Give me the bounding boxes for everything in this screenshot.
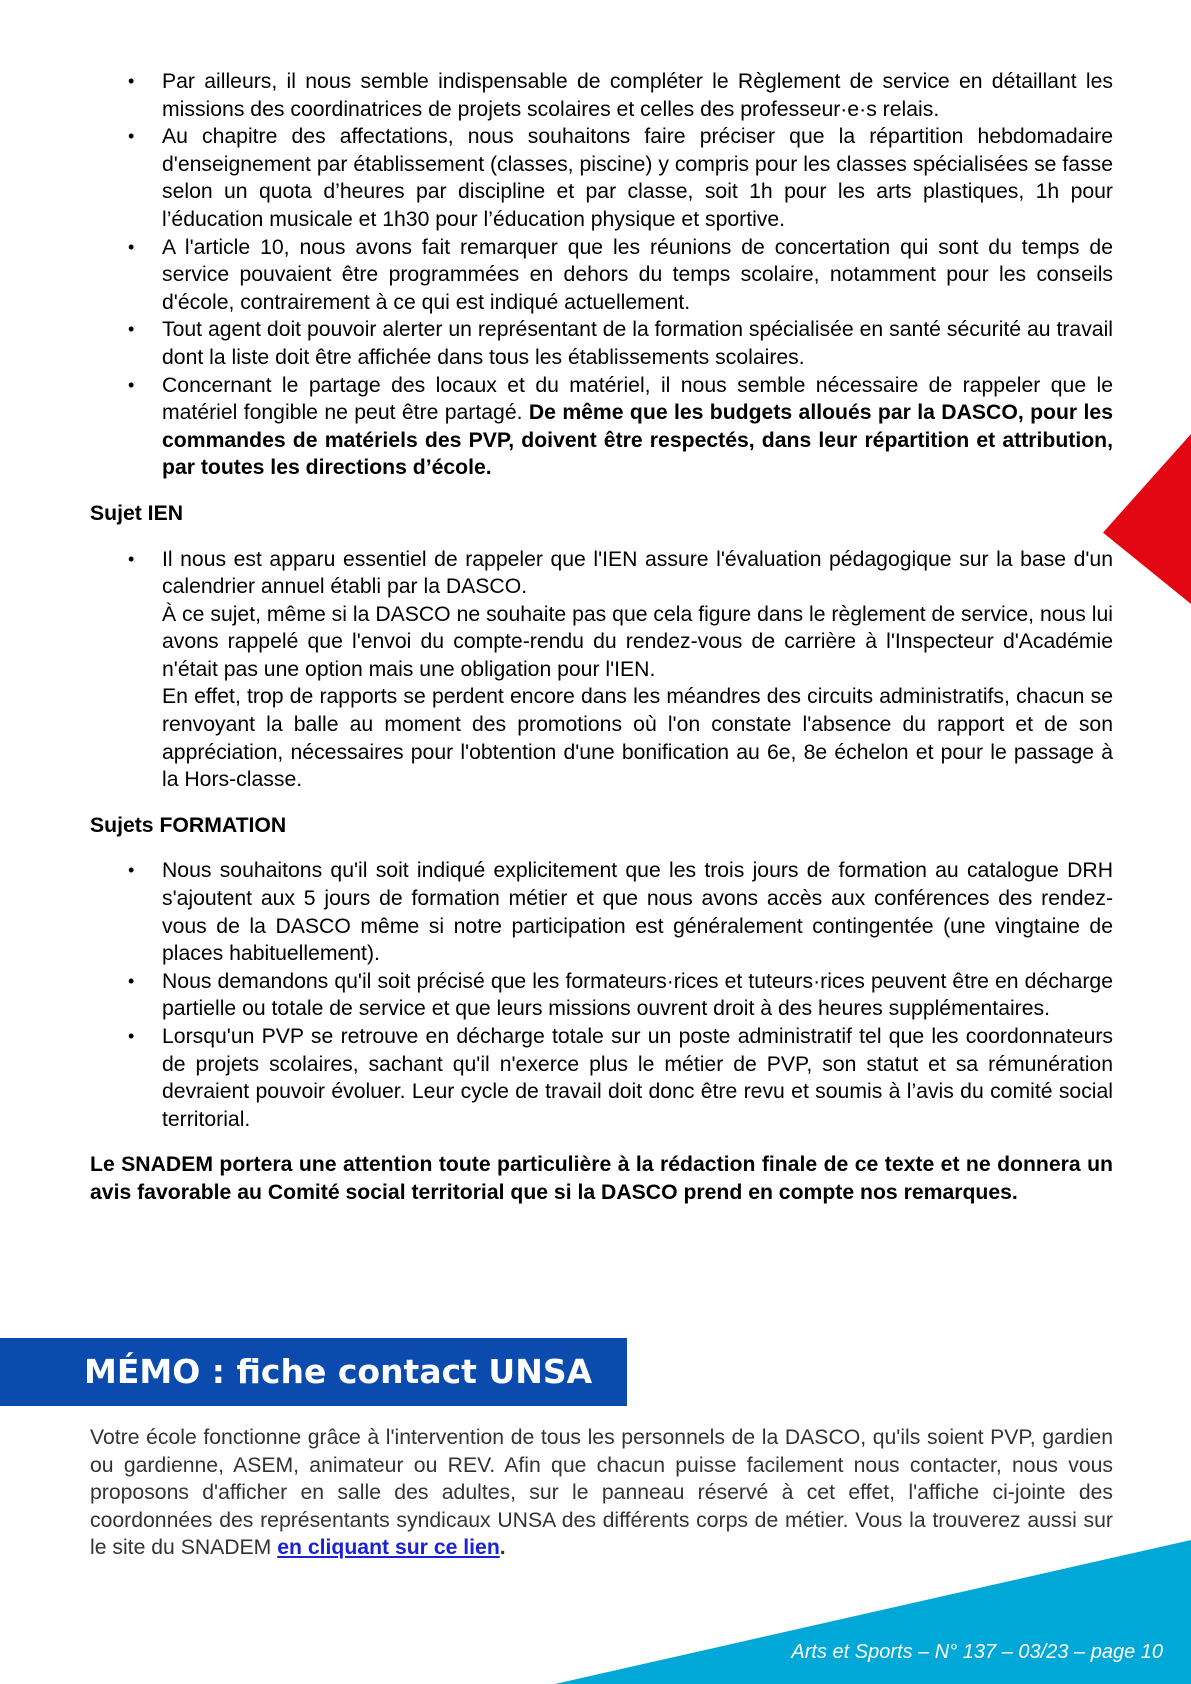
paragraph: À ce sujet, même si la DASCO ne souhaite pas que cela figure dans le règlement de service, nous lui avons rappelé que l'envoi du compte-rendu du rendez-vous de carrière à l'Inspecteur d'Académie n'était pas une option mais une obligation pour l'IEN.: [162, 602, 1113, 681]
bullet-text: A l'article 10, nous avons fait remarquer que les réunions de concertation qui sont du temps de service pouvaient être programmées en dehors du temps scolaire, notamment pour les conseils d'école, contrairement à ce qui est indiqué actuellement.: [162, 235, 1113, 314]
list-item: [162, 316, 1113, 371]
top-bullet-list: [90, 68, 1113, 482]
memo-period: .: [499, 1536, 506, 1560]
list-item: [162, 234, 1113, 317]
memo-paragraph: [90, 1424, 1113, 1562]
footer-page-info: Arts et Sports – N° 137 – 03/23 – page 10: [791, 1641, 1163, 1663]
bullet-text: Nous souhaitons qu'il soit indiqué explicitement que les trois jours de formation au catalogue DRH s'ajoutent aux 5 jours de formation métier et que nous avons accès aux conférences des rendez-vous de la DASCO même si notre participation est généralement contingentée (une vingtaine de places habituellement).: [162, 859, 1113, 966]
list-item: [162, 968, 1113, 1023]
section-heading-formation: Sujets FORMATION: [90, 813, 287, 837]
list-item: [162, 857, 1113, 967]
formation-bullet-list: [90, 857, 1113, 1133]
memo-text: Votre école fonctionne grâce à l'intervention de tous les personnels de la DASCO, qu'ils soient PVP, gardien ou gardienne, ASEM, animateur ou REV. Afin que chacun puisse facilement nous contacter, nous vous proposons d'afficher en salle des adultes, sur le panneau réservé à cet effet, l'affiche ci-jointe des coordonnées des représentants syndicaux UNSA des différents corps de métier. Vous la trouverez aussi sur le site du SNADEM: [90, 1426, 1113, 1560]
list-item: [162, 123, 1113, 233]
list-item: [162, 372, 1113, 482]
conclusion-paragraph: Le SNADEM portera une attention toute particulière à la rédaction finale de ce texte et ne donnera un avis favorable au Comité social territorial que si la DASCO prend en compte nos remarques.: [90, 1153, 1113, 1204]
paragraph: • Il nous est apparu essentiel de rappeler que l'IEN assure l'évaluation pédagogique sur la base d'un calendrier annuel établi par la DASCO.: [162, 547, 1113, 599]
section-heading-ien: Sujet IEN: [90, 501, 184, 525]
bullet-text: Lorsqu'un PVP se retrouve en décharge totale sur un poste administratif tel que les coordonnateurs de projets scolaires, sachant qu'il n'exerce plus le métier de PVP, son statut et sa rémunération devraient pouvoir évoluer. Leur cycle de travail doit donc être revu et soumis à l’avis du comité social territorial.: [162, 1025, 1113, 1131]
memo-banner-title: MÉMO : fiche contact UNSA: [0, 1338, 627, 1406]
main-content: [90, 68, 1113, 1207]
list-item: [162, 546, 1113, 794]
list-item: [162, 1023, 1113, 1133]
bullet-text: Par ailleurs, il nous semble indispensable de compléter le Règlement de service en détaillant les missions des coordinatrices de projets scolaires et celles des professeur·e·s relais.: [162, 70, 1113, 121]
bullet-bold-text: De même que les budgets alloués par la DASCO, pour les commandes de matériels des PVP, doivent être respectés, dans leur répartition et attribution, par toutes les directions d’école.: [162, 401, 1113, 480]
red-corner-triangle: [1103, 434, 1191, 604]
bullet-text: Tout agent doit pouvoir alerter un représentant de la formation spécialisée en santé sécurité au travail dont la liste doit être affichée dans tous les établissements scolaires.: [162, 318, 1113, 369]
bullet-text: Au chapitre des affectations, nous souhaitons faire préciser que la répartition hebdomadaire d'enseignement par établissement (classes, piscine) y compris pour les classes spécialisées se fasse selon un quota d’heures par discipline et par classe, soit 1h pour les arts plastiques, 1h pour l’éducation musicale et 1h30 pour l’éducation physique et sportive.: [162, 125, 1113, 231]
list-item: [162, 68, 1113, 123]
bullet-text: Concernant le partage des locaux et du matériel, il nous semble nécessaire de rappeler que le matériel fongible ne peut être partagé.: [162, 373, 1113, 425]
snadem-link[interactable]: en cliquant sur ce lien: [277, 1536, 500, 1560]
bullet-text: Nous demandons qu'il soit précisé que les formateurs·rices et tuteurs·rices peuvent être en décharge partielle ou totale de service et que leurs missions ouvrent droit à des heures supplémentaires.: [162, 969, 1113, 1021]
paragraph: En effet, trop de rapports se perdent encore dans les méandres des circuits administratifs, chacun se renvoyant la balle au moment des promotions où l'on constate l'absence du rapport et de son appréciation, nécessaires pour l'obtention d'une bonification au 6e, 8e échelon et pour le passage à la Hors-classe.: [162, 685, 1113, 792]
ien-bullet-list: [90, 546, 1113, 794]
